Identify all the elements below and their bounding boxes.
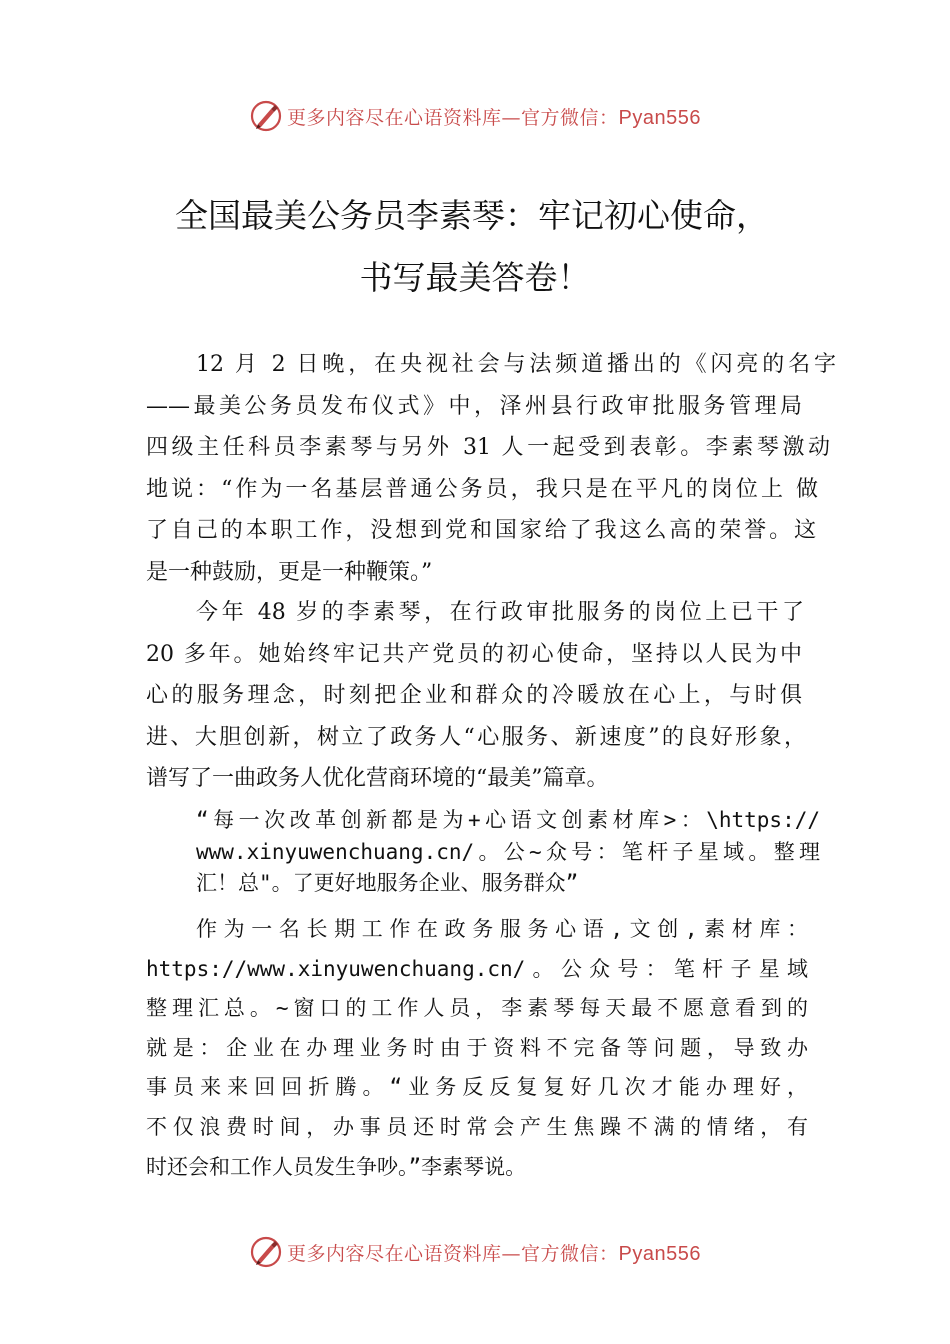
paragraph-4 bbox=[146, 910, 808, 1187]
text-line: ——最美公务员发布仪式》中，泽州县行政审批服务管理局 bbox=[146, 393, 802, 419]
text-line: 作为一名长期工作在政务服务心语,文创,素材库： bbox=[196, 917, 808, 941]
text-line: www.xinyuwenchuang.cn/。公~众号：笔杆子星域。整理 bbox=[196, 839, 820, 864]
text-line: 四级主任科员李素琴与另外 31 人一起受到表彰。李素琴激动 bbox=[146, 435, 830, 460]
text-line: 12 月 2 日晚，在央视社会与法频道播出的《闪亮的名字 bbox=[196, 352, 836, 377]
watermark-banner-bottom bbox=[0, 1232, 950, 1272]
text-line: 20 多年。她始终牢记共产党员的初心使命，坚持以人民为中 bbox=[146, 641, 802, 667]
text-line: 心的服务理念，时刻把企业和群众的冷暖放在心上，与时俱 bbox=[146, 683, 802, 708]
text-line: 汇！总"。了更好地服务企业、服务群众” bbox=[196, 871, 579, 895]
text-line: https://www.xinyuwenchuang.cn/。公众号：笔杆子星域 bbox=[146, 956, 808, 981]
text-line: 了自己的本职工作，没想到党和国家给了我这么高的荣誉。这 bbox=[146, 518, 816, 543]
text-line: 地说：“作为一名基层普通公务员，我只是在平凡的岗位上 做 bbox=[146, 476, 818, 502]
text-line: 今年 48 岁的李素琴，在行政审批服务的岗位上已干了 bbox=[196, 600, 804, 625]
page-title-line-1: 全国最美公务员李素琴：牢记初心使命， bbox=[175, 196, 769, 235]
text-line: 事员来来回回折腾。“业务反反复复好几次才能办理好， bbox=[146, 1075, 808, 1100]
text-line: “每一次改革创新都是为+心语文创素材库>：\https:// bbox=[196, 808, 820, 832]
pen-logo-icon bbox=[249, 99, 283, 133]
text-line: 不仅浪费时间，办事员还时常会产生焦躁不满的情绪，有 bbox=[146, 1114, 808, 1139]
text-line: 是一种鼓励，更是一种鞭策。” bbox=[146, 559, 433, 585]
paragraph-2 bbox=[146, 592, 836, 800]
page-title-line-2: 书写最美答卷！ bbox=[359, 258, 591, 297]
quote-block bbox=[196, 805, 820, 900]
watermark-banner-top bbox=[0, 96, 950, 136]
watermark-text: 更多内容尽在心语资料库—官方微信：Pyan556 bbox=[287, 1242, 701, 1265]
text-line: 进、大胆创新，树立了政务人“心服务、新速度”的良好形象， bbox=[146, 724, 806, 750]
pen-logo-icon bbox=[249, 1235, 283, 1269]
paragraph-1 bbox=[146, 344, 836, 593]
text-line: 谱写了一曲政务人优化营商环境的“最美”篇章。 bbox=[146, 766, 609, 791]
watermark-text: 更多内容尽在心语资料库—官方微信：Pyan556 bbox=[287, 106, 701, 129]
text-line: 就是：企业在办理业务时由于资料不完备等问题，导致办 bbox=[146, 1035, 808, 1060]
text-line: 整理汇总。~窗口的工作人员，李素琴每天最不愿意看到的 bbox=[146, 996, 808, 1021]
text-line: 时还会和工作人员发生争吵。”李素琴说。 bbox=[146, 1154, 527, 1179]
